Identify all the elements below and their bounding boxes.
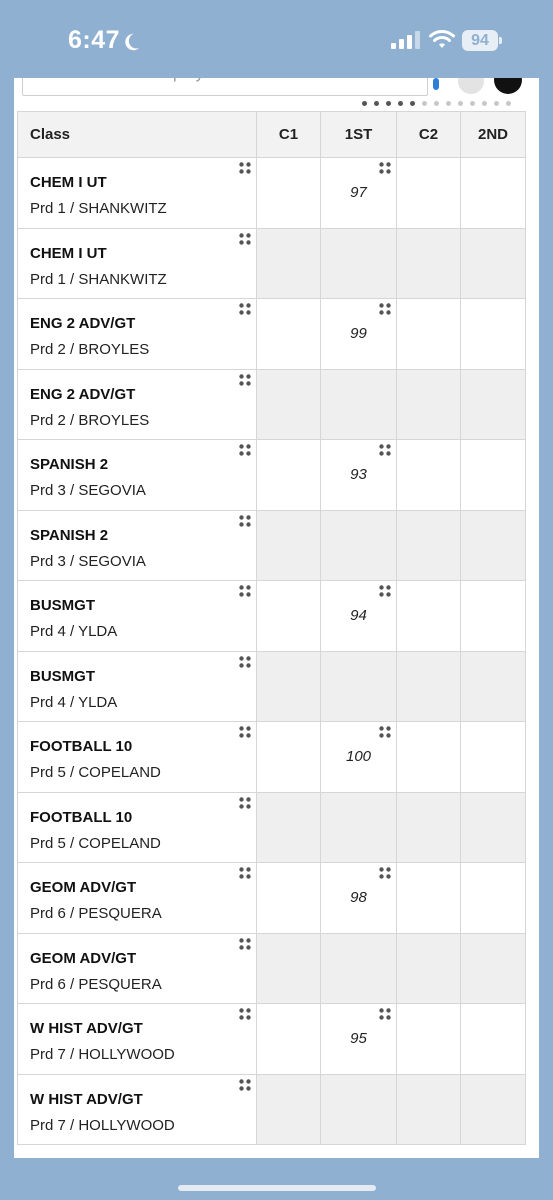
class-period-teacher: Prd 3 / SEGOVIA [30, 552, 146, 570]
grade-cell-c1 [257, 792, 321, 863]
class-cell[interactable] [18, 581, 257, 652]
class-name: ENG 2 ADV/GT [30, 385, 136, 403]
grade-cell-c2 [397, 369, 461, 440]
more-options-icon[interactable] [238, 655, 252, 669]
grade-cell-c1 [257, 581, 321, 652]
grade-value: 98 [350, 889, 367, 906]
more-options-icon[interactable] [238, 866, 252, 880]
grade-value: 97 [350, 184, 367, 201]
grade-cell-c2 [397, 1004, 461, 1075]
class-name: CHEM I UT [30, 244, 107, 262]
grade-cell-second [461, 863, 526, 934]
class-name: GEOM ADV/GT [30, 879, 137, 896]
battery-icon [462, 30, 502, 51]
class-period-teacher: Prd 5 / COPELAND [30, 834, 161, 852]
class-period-teacher: Prd 7 / HOLLYWOOD [30, 1116, 175, 1134]
signal-icon [390, 30, 422, 50]
column-page-indicator [362, 101, 532, 109]
grade-cell-second [461, 792, 526, 863]
table-row [18, 581, 526, 652]
grade-cell-c2 [397, 792, 461, 863]
status-bar [0, 0, 553, 78]
grade-cell-c1 [257, 369, 321, 440]
more-options-icon[interactable] [378, 866, 392, 880]
grade-cell-second [461, 581, 526, 652]
class-period-teacher: Prd 3 / SEGOVIA [30, 482, 146, 499]
class-cell[interactable] [18, 1074, 257, 1145]
more-options-icon[interactable] [378, 1007, 392, 1021]
class-cell[interactable] [18, 369, 257, 440]
battery-tip [499, 37, 502, 44]
column-header-class[interactable]: Class [18, 112, 257, 158]
grade-cell-c1 [257, 510, 321, 581]
grade-cell-first[interactable] [321, 158, 397, 229]
grade-cell-first [321, 933, 397, 1004]
page-frame [0, 78, 553, 1158]
table-row [18, 792, 526, 863]
grade-cell-second [461, 158, 526, 229]
grade-value: 93 [350, 466, 367, 483]
class-cell[interactable] [18, 299, 257, 370]
grade-cell-c1 [257, 228, 321, 299]
grade-cell-c2 [397, 651, 461, 722]
more-options-icon[interactable] [238, 1078, 252, 1092]
status-time: 6:47 [68, 26, 121, 54]
grades-table-body [18, 158, 526, 1145]
table-row [18, 369, 526, 440]
more-options-icon[interactable] [378, 161, 392, 175]
class-cell[interactable] [18, 863, 257, 934]
grade-cell-second [461, 369, 526, 440]
table-row [18, 228, 526, 299]
table-row [18, 158, 526, 229]
wifi-icon [428, 29, 456, 51]
grade-cell-c1 [257, 299, 321, 370]
grade-cell-c1 [257, 440, 321, 511]
grade-cell-c1 [257, 1004, 321, 1075]
class-period-teacher: Prd 1 / SHANKWITZ [30, 270, 167, 288]
class-name: CHEM I UT [30, 174, 107, 191]
grade-cell-second [461, 440, 526, 511]
class-period-teacher: Prd 1 / SHANKWITZ [30, 200, 167, 217]
grade-cell-first[interactable] [321, 581, 397, 652]
class-name: BUSMGT [30, 597, 95, 614]
grade-cell-c2 [397, 863, 461, 934]
grade-cell-c1 [257, 933, 321, 1004]
moon-icon [120, 31, 142, 53]
table-row [18, 440, 526, 511]
class-cell[interactable] [18, 933, 257, 1004]
table-row [18, 863, 526, 934]
table-row [18, 1074, 526, 1145]
more-options-icon[interactable] [238, 232, 252, 246]
class-cell[interactable] [18, 158, 257, 229]
bottom-bar [0, 1158, 553, 1200]
grade-cell-c2 [397, 722, 461, 793]
class-name: ENG 2 ADV/GT [30, 315, 136, 332]
grade-cell-first [321, 369, 397, 440]
table-row [18, 510, 526, 581]
class-name: W HIST ADV/GT [30, 1090, 143, 1108]
more-options-icon[interactable] [238, 443, 252, 457]
class-cell[interactable] [18, 722, 257, 793]
grade-cell-c2 [397, 158, 461, 229]
grade-cell-c2 [397, 440, 461, 511]
grade-cell-c1 [257, 651, 321, 722]
class-name: GEOM ADV/GT [30, 949, 137, 967]
toggle-indicator[interactable] [433, 78, 439, 90]
more-options-icon[interactable] [378, 302, 392, 316]
class-name: FOOTBALL 10 [30, 738, 133, 755]
class-period-teacher: Prd 5 / COPELAND [30, 764, 161, 781]
table-row [18, 722, 526, 793]
grade-cell-second [461, 510, 526, 581]
grade-cell-second [461, 1074, 526, 1145]
grade-cell-first [321, 792, 397, 863]
class-period-teacher: Prd 4 / YLDA [30, 623, 118, 640]
grade-cell-first [321, 228, 397, 299]
table-header-row [18, 112, 526, 158]
class-period-teacher: Prd 2 / BROYLES [30, 411, 150, 429]
more-options-icon[interactable] [238, 161, 252, 175]
grade-cell-first[interactable] [321, 1004, 397, 1075]
grade-cell-c2 [397, 933, 461, 1004]
class-name: SPANISH 2 [30, 456, 109, 473]
class-period-teacher: Prd 4 / YLDA [30, 693, 118, 711]
table-row [18, 651, 526, 722]
grade-cell-first [321, 1074, 397, 1145]
home-indicator[interactable] [178, 1185, 376, 1191]
class-name: W HIST ADV/GT [30, 1020, 143, 1037]
class-period-teacher: Prd 6 / PESQUERA [30, 905, 162, 922]
grade-cell-c1 [257, 722, 321, 793]
more-options-icon[interactable] [238, 1007, 252, 1021]
class-period-teacher: Prd 6 / PESQUERA [30, 975, 162, 993]
class-name: BUSMGT [30, 667, 95, 685]
class-name: SPANISH 2 [30, 526, 109, 544]
grade-cell-c2 [397, 510, 461, 581]
grade-cell-c1 [257, 158, 321, 229]
grade-cell-c2 [397, 1074, 461, 1145]
grade-cell-second [461, 228, 526, 299]
grade-cell-second [461, 299, 526, 370]
battery-level: 94 [462, 30, 498, 51]
grade-cell-first [321, 510, 397, 581]
class-cell[interactable] [18, 1004, 257, 1075]
grade-cell-first[interactable] [321, 299, 397, 370]
grade-value: 99 [350, 325, 367, 342]
grade-cell-first[interactable] [321, 440, 397, 511]
more-options-icon[interactable] [378, 725, 392, 739]
class-cell[interactable] [18, 510, 257, 581]
more-options-icon[interactable] [378, 443, 392, 457]
table-row [18, 933, 526, 1004]
table-row [18, 299, 526, 370]
column-header-2nd[interactable]: 2ND [461, 112, 526, 158]
more-options-icon[interactable] [238, 373, 252, 387]
grade-cell-second [461, 933, 526, 1004]
more-options-icon[interactable] [238, 796, 252, 810]
column-header-c1[interactable]: C1 [257, 112, 321, 158]
grade-value: 95 [350, 1030, 367, 1047]
column-header-1st[interactable]: 1ST [321, 112, 397, 158]
class-name: FOOTBALL 10 [30, 808, 133, 826]
grade-cell-second [461, 651, 526, 722]
grade-cell-first[interactable] [321, 722, 397, 793]
column-header-c2[interactable]: C2 [397, 112, 461, 158]
grade-value: 94 [350, 607, 367, 624]
class-cell[interactable] [18, 440, 257, 511]
grade-cell-c2 [397, 299, 461, 370]
more-options-icon[interactable] [238, 937, 252, 951]
grades-panel [14, 78, 539, 1158]
more-options-icon[interactable] [238, 725, 252, 739]
grade-cell-c2 [397, 581, 461, 652]
more-options-icon[interactable] [238, 514, 252, 528]
class-cell[interactable] [18, 792, 257, 863]
more-options-icon[interactable] [238, 302, 252, 316]
class-period-teacher: Prd 2 / BROYLES [30, 341, 150, 358]
class-period-teacher: Prd 7 / HOLLYWOOD [30, 1046, 175, 1063]
grade-cell-second [461, 722, 526, 793]
grade-cell-first [321, 651, 397, 722]
grade-cell-c1 [257, 1074, 321, 1145]
grades-table [17, 111, 526, 1145]
grade-cell-c1 [257, 863, 321, 934]
grade-cell-c2 [397, 228, 461, 299]
grade-cell-first[interactable] [321, 863, 397, 934]
class-cell[interactable] [18, 651, 257, 722]
grade-value: 100 [345, 748, 372, 765]
grade-cell-second [461, 1004, 526, 1075]
more-options-icon[interactable] [238, 584, 252, 598]
more-options-icon[interactable] [378, 584, 392, 598]
table-row [18, 1004, 526, 1075]
class-cell[interactable] [18, 228, 257, 299]
